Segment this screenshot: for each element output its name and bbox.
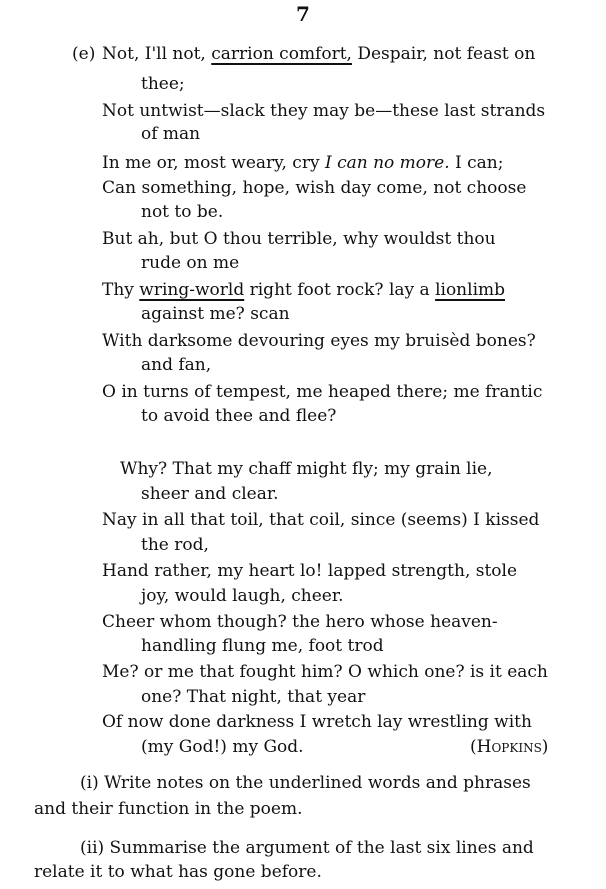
- underlined-phrase-wring-world: wring-world: [139, 280, 245, 300]
- poem-line: [102, 153, 503, 173]
- poem-line: With darksome devouring eyes my bruisèd bones?: [102, 331, 536, 351]
- poem-line: rude on me: [141, 253, 240, 273]
- underlined-phrase-lionlimb: lionlimb: [435, 280, 506, 300]
- question-text: relate it to what has gone before.: [34, 862, 322, 882]
- poem-line: the rod,: [141, 535, 209, 555]
- poem-text: I can;: [449, 153, 504, 173]
- poem-text: In me or, most weary, cry: [102, 153, 325, 173]
- underlined-phrase-carrion-comfort: carrion comfort,: [211, 44, 352, 64]
- poem-line: Hand rather, my heart lo! lapped strength, stole: [102, 561, 518, 581]
- question-text: (ii) Summarise the argument of the last six lines and: [80, 838, 534, 858]
- poem-line: (my God!) my God.: [141, 737, 304, 757]
- poem-line: Of now done darkness I wretch lay wrestling with: [102, 712, 532, 732]
- question-text: (i) Write notes on the underlined words and phrases: [80, 773, 531, 793]
- poem-line: Nay in all that toil, that coil, since (seems) I kissed: [102, 510, 540, 530]
- poem-line: to avoid thee and flee?: [141, 406, 337, 426]
- page-number: 7: [296, 2, 310, 26]
- poem-text: Thy: [102, 280, 140, 300]
- question-text: and their function in the poem.: [34, 799, 303, 819]
- poem-line: against me? scan: [141, 304, 290, 324]
- poem-label: (e): [72, 44, 96, 64]
- poem-line: [102, 280, 505, 300]
- poem-italic-text: I can no more.: [324, 153, 450, 173]
- poem-author: (Hopkins): [470, 737, 549, 757]
- poem-line: Not untwist—slack they may be—these last strands: [102, 101, 546, 121]
- poem-text: right foot rock? lay a: [244, 280, 436, 300]
- poem-line: But ah, but O thou terrible, why wouldst thou: [102, 229, 496, 249]
- poem-line: Why? That my chaff might fly; my grain lie,: [120, 459, 493, 479]
- poem-line: joy, would laugh, cheer.: [141, 586, 344, 606]
- poem-line: and fan,: [141, 355, 212, 375]
- poem-line: of man: [141, 124, 201, 144]
- poem-line: [102, 44, 535, 64]
- poem-line: Cheer whom though? the hero whose heaven-: [102, 612, 498, 632]
- poem-text: Not, I'll not,: [102, 44, 212, 64]
- poem-line: thee;: [141, 74, 185, 94]
- poem-line: Can something, hope, wish day come, not choose: [102, 178, 527, 198]
- poem-line: O in turns of tempest, me heaped there; me frantic: [102, 382, 543, 402]
- poem-line: not to be.: [141, 202, 224, 222]
- poem-line: handling flung me, foot trod: [141, 636, 384, 656]
- poem-line: one? That night, that year: [141, 687, 366, 707]
- poem-text: Despair, not feast on: [351, 44, 536, 64]
- poem-line: sheer and clear.: [141, 484, 279, 504]
- poem-line: Me? or me that fought him? O which one? is it each: [102, 662, 548, 682]
